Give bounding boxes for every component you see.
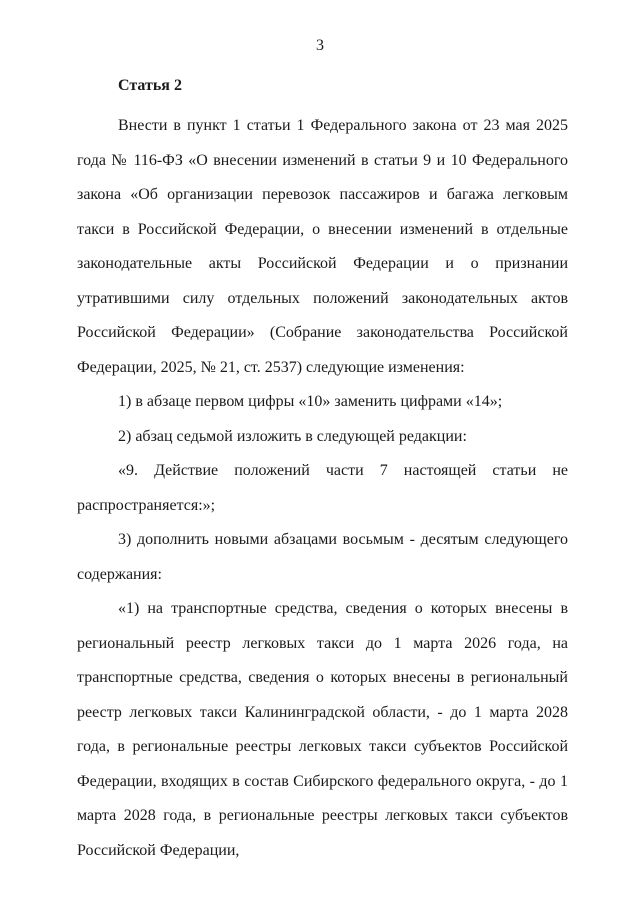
paragraph-item-3: 3) дополнить новыми абзацами восьмым - десятым следующего содержания: <box>77 531 568 583</box>
paragraph-intro: Внести в пункт 1 статьи 1 Федерального закона от 23 мая 2025 года № 116-ФЗ «О внесении изменений в статьи 9 и 10 Федерального закона «Об организации перевозок пассажиров и багажа легковым такси в Российской Федерации, о внесении изменений в отдельные законодательные акты Российской Федерации и о признании утратившими силу отдельных положений законодательных актов Российской Федерации» (Собрание законодательства Российской Федерации, 2025, № 21, ст. 2537) следующие изменения: <box>77 117 568 376</box>
paragraph-quote-9: «9. Действие положений части 7 настоящей статьи не распространяется:»; <box>77 462 568 514</box>
paragraph-item-1: 1) в абзаце первом цифры «10» заменить цифрами «14»; <box>118 393 503 410</box>
article-title: Статья 2 <box>118 77 182 94</box>
article-body <box>77 109 568 868</box>
paragraph-quote-1: «1) на транспортные средства, сведения о которых внесены в региональный реестр легковых такси до 1 марта 2026 года, на транспортные средства, сведения о которых внесены в региональный реестр легковых такси Калининградской области, - до 1 марта 2028 года, в региональные реестры легковых такси субъектов Российской Федерации, входящих в состав Сибирского федерального округа, - до 1 марта 2028 года, в региональные реестры легковых такси субъектов Российской Федерации, <box>77 600 568 859</box>
page-number: 3 <box>316 37 324 54</box>
paragraph-item-2: 2) абзац седьмой изложить в следующей редакции: <box>118 427 467 445</box>
